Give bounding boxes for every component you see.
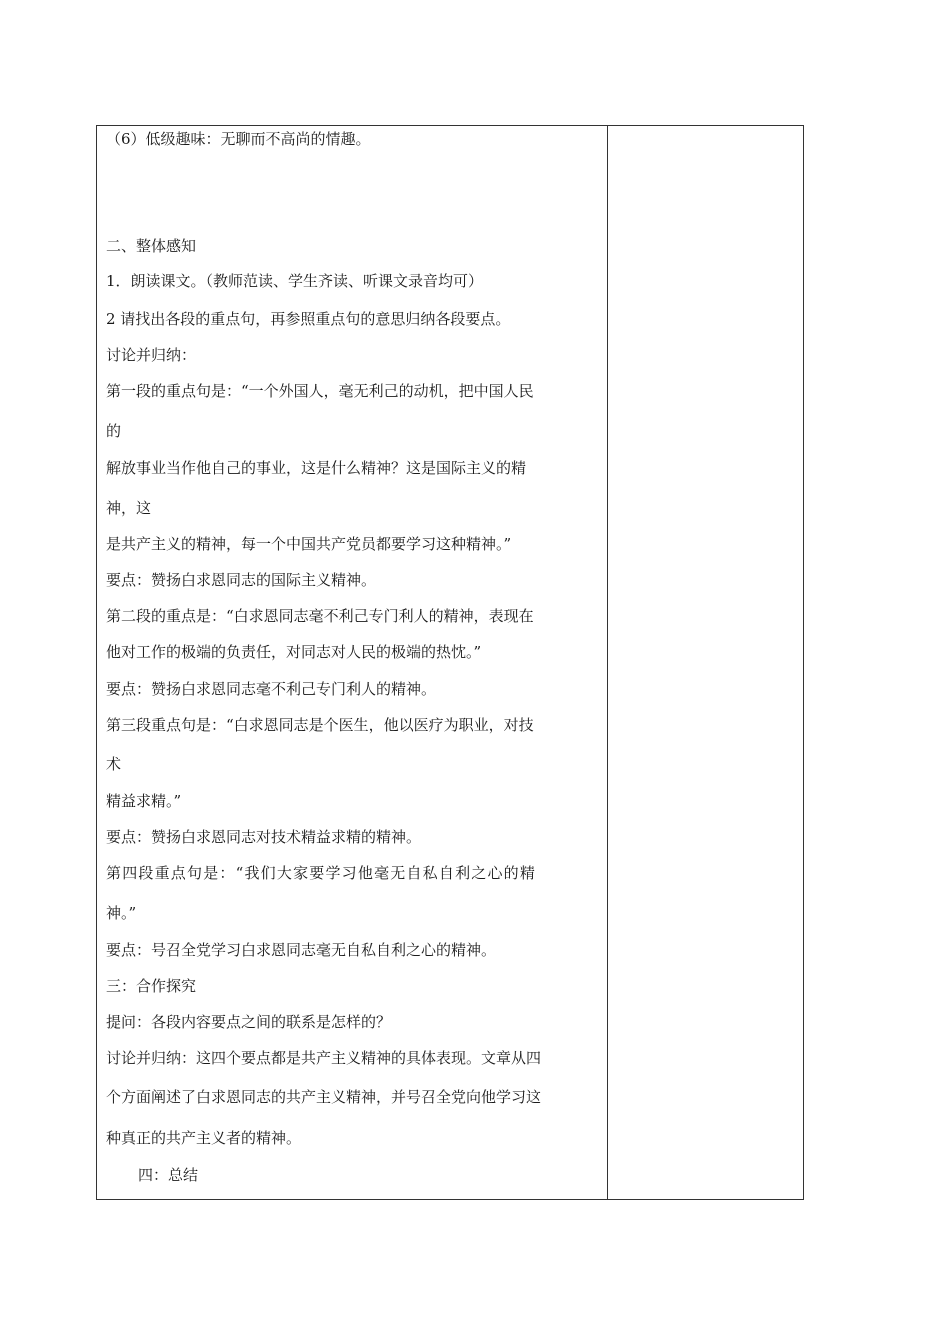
para4-point: 要点：号召全党学习白求恩同志毫无自私自利之心的精神。 <box>106 941 497 959</box>
column-divider <box>607 125 608 1200</box>
para2-point: 要点：赞扬白求恩同志毫不利己专门利人的精神。 <box>106 680 437 698</box>
para3-point: 要点：赞扬白求恩同志对技术精益求精的精神。 <box>106 828 422 846</box>
para4-keysentence: 第四段重点句是：“我们大家要学习他毫无自私自利之心的精 <box>106 864 537 882</box>
section-heading-4: 四：总结 <box>138 1166 199 1184</box>
discussion-summary: 讨论并归纳：这四个要点都是共产主义精神的具体表现。文章从四 <box>106 1049 542 1067</box>
section-heading-3: 三：合作探究 <box>106 977 197 995</box>
section-heading-2: 二、整体感知 <box>106 237 197 255</box>
para2-keysentence: 第二段的重点是：“白求恩同志毫不利己专门利人的精神，表现在 <box>106 607 534 625</box>
para1-point: 要点：赞扬白求恩同志的国际主义精神。 <box>106 571 377 589</box>
para1-keysentence-cont: 的 <box>106 422 122 440</box>
question: 提问：各段内容要点之间的联系是怎样的？ <box>106 1013 392 1031</box>
para1-keysentence: 第一段的重点句是：“一个外国人，毫无利己的动机，把中国人民 <box>106 382 534 400</box>
task-2: 2 请找出各段的重点句，再参照重点句的意思归纳各段要点。 <box>106 310 511 328</box>
task-1: 1．朗读课文。（教师范读、学生齐读、听课文录音均可） <box>106 272 484 290</box>
para1-keysentence-line2: 解放事业当作他自己的事业，这是什么精神？这是国际主义的精 <box>106 459 527 477</box>
discussion-summary-line3: 种真正的共产主义者的精神。 <box>106 1129 302 1147</box>
discussion-summary-line2: 个方面阐述了白求恩同志的共产主义精神，并号召全党向他学习这 <box>106 1088 542 1106</box>
para3-keysentence-line2: 精益求精。” <box>106 792 182 810</box>
para1-keysentence-cont2: 神，这 <box>106 499 152 517</box>
discussion-label: 讨论并归纳： <box>106 346 197 364</box>
para3-keysentence-cont: 术 <box>106 755 122 773</box>
para3-keysentence: 第三段重点句是：“白求恩同志是个医生，他以医疗为职业，对技 <box>106 716 534 734</box>
para1-keysentence-line3: 是共产主义的精神，每一个中国共产党员都要学习这种精神。” <box>106 535 512 553</box>
para4-keysentence-cont: 神。” <box>106 904 137 922</box>
para2-keysentence-line2: 他对工作的极端的负责任，对同志对人民的极端的热忱。” <box>106 643 482 661</box>
vocab-item-6: （6）低级趣味：无聊而不高尚的情趣。 <box>106 130 371 148</box>
